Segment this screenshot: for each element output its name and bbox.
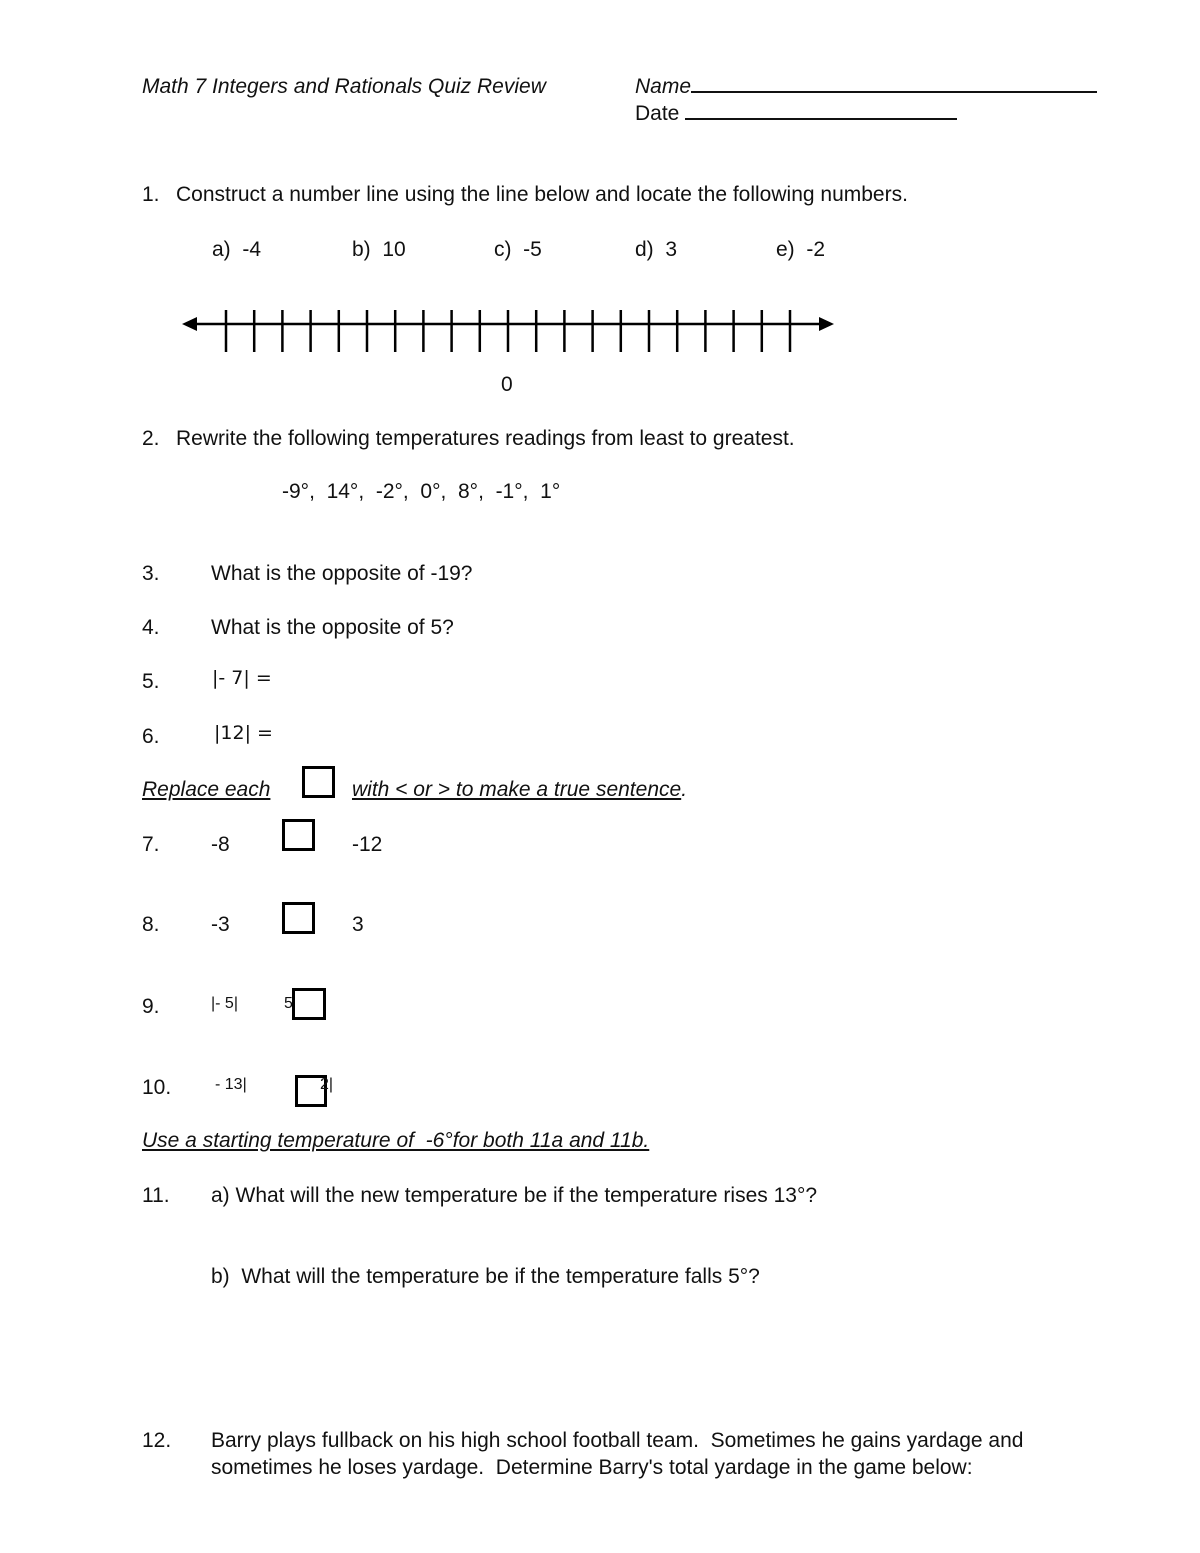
q9-number: 9. bbox=[142, 995, 160, 1018]
q12-line1: Barry plays fullback on his high school football team. Sometimes he gains yardage and bbox=[211, 1429, 1024, 1452]
q8-answer-box[interactable] bbox=[282, 902, 315, 934]
q1-text: Construct a number line using the line below and locate the following numbers. bbox=[176, 183, 908, 206]
q1-option-c: c) -5 bbox=[494, 238, 542, 261]
worksheet-title: Math 7 Integers and Rationals Quiz Review bbox=[142, 75, 546, 98]
q12-number: 12. bbox=[142, 1429, 172, 1452]
q7-number: 7. bbox=[142, 833, 160, 856]
q3-text: What is the opposite of -19? bbox=[211, 562, 473, 585]
instruction-replace-after-wrap: with < or > to make a true sentence. bbox=[352, 778, 688, 801]
q9-answer-box[interactable] bbox=[292, 988, 326, 1020]
date-field bbox=[635, 103, 957, 124]
q4-text: What is the opposite of 5? bbox=[211, 616, 454, 639]
q11a-text: a) What will the new temperature be if the temperature rises 13°? bbox=[211, 1184, 818, 1207]
name-field bbox=[635, 76, 1097, 97]
name-label: Name bbox=[635, 75, 692, 98]
q1-option-b: b) 10 bbox=[352, 238, 406, 261]
q8-number: 8. bbox=[142, 913, 160, 936]
date-label: Date bbox=[635, 102, 680, 125]
number-line-right-arrow bbox=[819, 317, 834, 331]
q11b-text: b) What will the temperature be if the temperature falls 5°? bbox=[211, 1265, 760, 1288]
q2-number: 2. bbox=[142, 427, 160, 450]
number-line-left-arrow bbox=[182, 317, 197, 331]
q8-left: -3 bbox=[211, 913, 230, 936]
q10-number: 10. bbox=[142, 1076, 172, 1099]
q1-option-d: d) 3 bbox=[635, 238, 678, 261]
q1-number: 1. bbox=[142, 183, 160, 206]
answer-box-example bbox=[302, 766, 335, 798]
q10-right: 2| bbox=[320, 1076, 334, 1093]
q8-right: 3 bbox=[352, 913, 364, 936]
q6-expression: |12| = bbox=[214, 722, 273, 744]
instruction-starting-temperature: Use a starting temperature of -6°for both 11a and 11b. bbox=[142, 1129, 650, 1152]
q9-left: |- 5| bbox=[211, 995, 238, 1012]
q5-expression: |- 7| = bbox=[212, 667, 272, 689]
q1-option-e: e) -2 bbox=[776, 238, 826, 261]
instruction-replace-after: with < or > to make a true sentence bbox=[352, 778, 682, 801]
number-line bbox=[0, 300, 1200, 360]
q5-number: 5. bbox=[142, 670, 160, 693]
q2-values: -9°, 14°, -2°, 0°, 8°, -1°, 1° bbox=[282, 480, 561, 503]
q2-text: Rewrite the following temperatures readings from least to greatest. bbox=[176, 427, 795, 450]
q1-option-a: a) -4 bbox=[212, 238, 262, 261]
q9-right: 5 bbox=[284, 995, 293, 1012]
name-blank bbox=[691, 91, 1097, 93]
q7-right: -12 bbox=[352, 833, 383, 856]
q3-number: 3. bbox=[142, 562, 160, 585]
instruction-replace-before: Replace each bbox=[142, 778, 271, 801]
number-line-zero-label: 0 bbox=[501, 373, 513, 396]
q7-answer-box[interactable] bbox=[282, 819, 315, 851]
date-blank bbox=[685, 118, 957, 120]
q4-number: 4. bbox=[142, 616, 160, 639]
q6-number: 6. bbox=[142, 725, 160, 748]
q11-number: 11. bbox=[142, 1184, 170, 1207]
q7-left: -8 bbox=[211, 833, 230, 856]
q12-line2: sometimes he loses yardage. Determine Barry's total yardage in the game below: bbox=[211, 1456, 973, 1479]
q10-left: - 13| bbox=[215, 1076, 247, 1093]
